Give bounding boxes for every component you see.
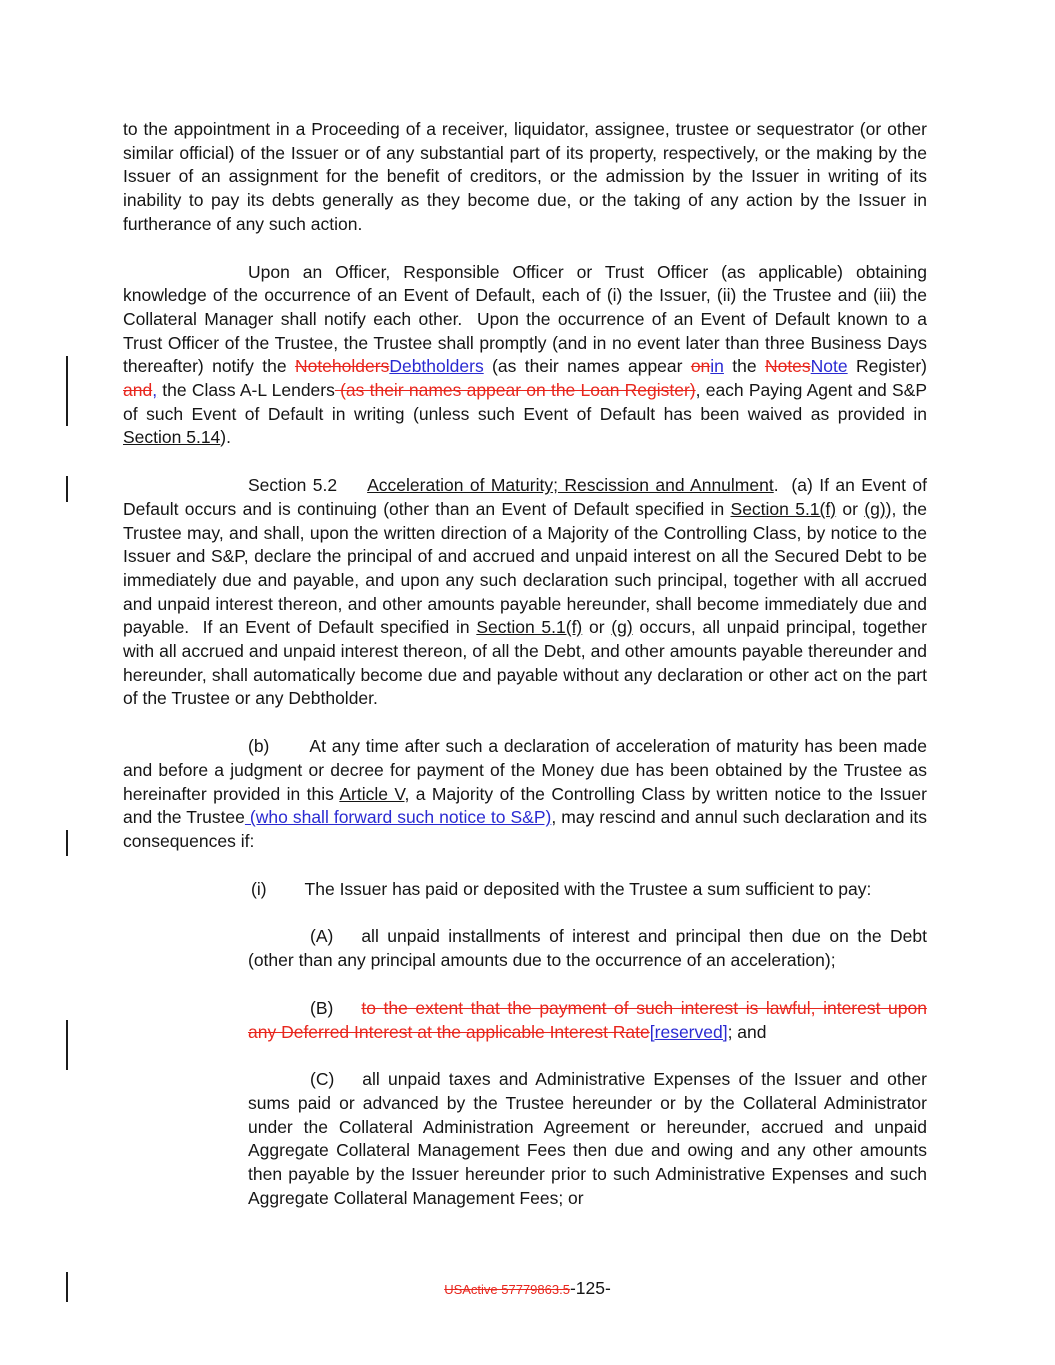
text-run: At any time after such a declaration of acceleration of maturity has been made and before a judgment or decree for payment of the Money due has been obtained by the Trustee as hereinafter provided in this (123, 736, 927, 804)
inserted-text-run: in (710, 356, 724, 377)
tab-spacer (333, 1013, 361, 1014)
underlined-text-run: Section 5.1(f) (476, 617, 583, 638)
footer-file-reference: USActive 57779863.5 (444, 1282, 570, 1297)
underlined-text-run: Article V (339, 783, 405, 804)
deleted-text-run: (as their names appear on the Loan Register) (334, 380, 696, 401)
text-run: all unpaid taxes and Administrative Expenses of the Issuer and other sums paid or advanced by the Trustee hereunder or by the Collateral Administrator under the Collateral Administration Agreement or hereunder, accrued and unpaid Aggregate Collateral Management Fees then due and owing and any other amounts then payable by the Issuer hereunder prior to such Administrative Expenses and such Aggregate Collateral Management Fees; or (248, 1069, 927, 1208)
document-body (123, 118, 927, 1234)
text-run: , may rescind and annul such declaration and its consequences if: (123, 807, 927, 851)
text-run: (B) (310, 997, 334, 1018)
change-bar (66, 1020, 68, 1070)
tab-spacer (333, 941, 361, 942)
para-event-of-default-notice (123, 261, 927, 451)
text-run: to the appointment in a Proceeding of a receiver, liquidator, assignee, trustee or sequestrator (or other similar official) of the Issuer or of any substantial part of its property, respectively, or the making by the Issuer of an assignment for the benefit of creditors, or the admission by the Issuer in writing of its inability to pay its debts generally as they become due, or the taking of any action by the Issuer in furtherance of any such action. (123, 119, 927, 234)
tab-spacer (334, 1084, 362, 1085)
underlined-text-run: (g) (611, 617, 633, 638)
text-run: (as their names appear (483, 356, 691, 377)
para-b-rescission (123, 735, 927, 854)
text-run: ; and (727, 1021, 767, 1042)
change-bar (66, 476, 68, 502)
inserted-text-run: , (152, 380, 158, 401)
para-section-5-2-acceleration (123, 474, 927, 711)
text-run: the (723, 356, 765, 377)
underlined-text-run: Acceleration of Maturity; Rescission and Annulment (367, 475, 774, 496)
text-run: (i) (251, 878, 267, 899)
text-run: ), the Trustee may, and shall, upon the written direction of a Majority of the Controlling Class, by notice to the Issuer and S&P, declare the principal of and accrued and unpaid interest on all the Secured Debt to be immediately due and payable, and upon any such declaration such principal, together with all accrued and unpaid interest thereon, and other amounts payable hereunder, shall become immediately due and payable. If an Event of Default specified in (123, 498, 927, 638)
text-run: . (a) If an Event of Default occurs and is continuing (other than an Event of Default specified in (123, 475, 928, 519)
text-run: , a Majority of the Controlling Class by written notice to the Issuer and the Trustee (123, 783, 927, 828)
item-c-unpaid-taxes (248, 1068, 927, 1210)
change-bar (66, 356, 68, 426)
change-bar (66, 830, 68, 856)
text-run: all unpaid installments of interest and principal then due on the Debt (other than any principal amounts due to the occurrence of an acceleration); (248, 926, 927, 971)
item-b-deferred-interest (248, 997, 927, 1044)
text-run: Register) (847, 356, 927, 377)
deleted-text-run: on (690, 356, 711, 377)
text-run: the Class A-L Lenders (157, 380, 335, 401)
item-a-unpaid-installments (248, 925, 927, 972)
para-appointment-clause (123, 118, 927, 237)
tab-spacer (337, 490, 367, 491)
text-run: or (582, 617, 612, 638)
tab-spacer (267, 894, 305, 895)
text-run: (b) (248, 736, 270, 757)
deleted-text-run: to the extent that the payment of such interest is lawful, interest upon any Deferred Interest at the applicable Interest Rate (248, 997, 927, 1042)
text-run: (C) (310, 1069, 335, 1090)
text-run: Section 5.2 (248, 475, 338, 496)
inserted-text-run: Debtholders (389, 356, 484, 377)
footer-page-number: -125- (569, 1278, 611, 1298)
text-run: , each Paying Agent and S&P of such Event of Default in writing (unless such Event of Default has been waived as provided in (123, 380, 927, 424)
inserted-text-run: (who shall forward such notice to S&P) (244, 807, 552, 828)
text-run: ). (220, 427, 231, 448)
item-i-issuer-paid (123, 878, 927, 902)
deleted-text-run: Noteholders (294, 356, 390, 377)
text-run: The Issuer has paid or deposited with the Trustee a sum sufficient to pay: (304, 878, 872, 899)
deleted-text-run: and (123, 380, 153, 401)
tab-spacer (269, 751, 309, 752)
text-run: (A) (310, 926, 334, 947)
underlined-text-run: Section 5.1(f) (730, 498, 837, 519)
inserted-text-run: [reserved] (649, 1021, 728, 1042)
underlined-text-run: (g) (864, 498, 886, 519)
footer (0, 1276, 1055, 1302)
deleted-text-run: Notes (764, 356, 811, 377)
underlined-text-run: Section 5.14 (123, 427, 221, 448)
text-run: Upon an Officer, Responsible Officer or Trust Officer (as applicable) obtaining knowledge of the occurrence of an Event of Default, each of (i) the Issuer, (ii) the Trustee and (iii) the Collateral Manager shall notify each other. Upon the occurrence of an Event of Default known to a Trust Officer of the Trustee, the Trustee shall promptly (and in no event later than three Business Days thereafter) notify the (123, 261, 927, 377)
text-run: occurs, all unpaid principal, together with all accrued and unpaid interest thereon, of all the Debt, and other amounts payable thereunder and hereunder, shall automatically become due and payable without any declaration or other act on the part of the Trustee or any Debtholder. (123, 617, 927, 709)
inserted-text-run: Note (810, 356, 848, 377)
text-run: or (836, 498, 865, 519)
